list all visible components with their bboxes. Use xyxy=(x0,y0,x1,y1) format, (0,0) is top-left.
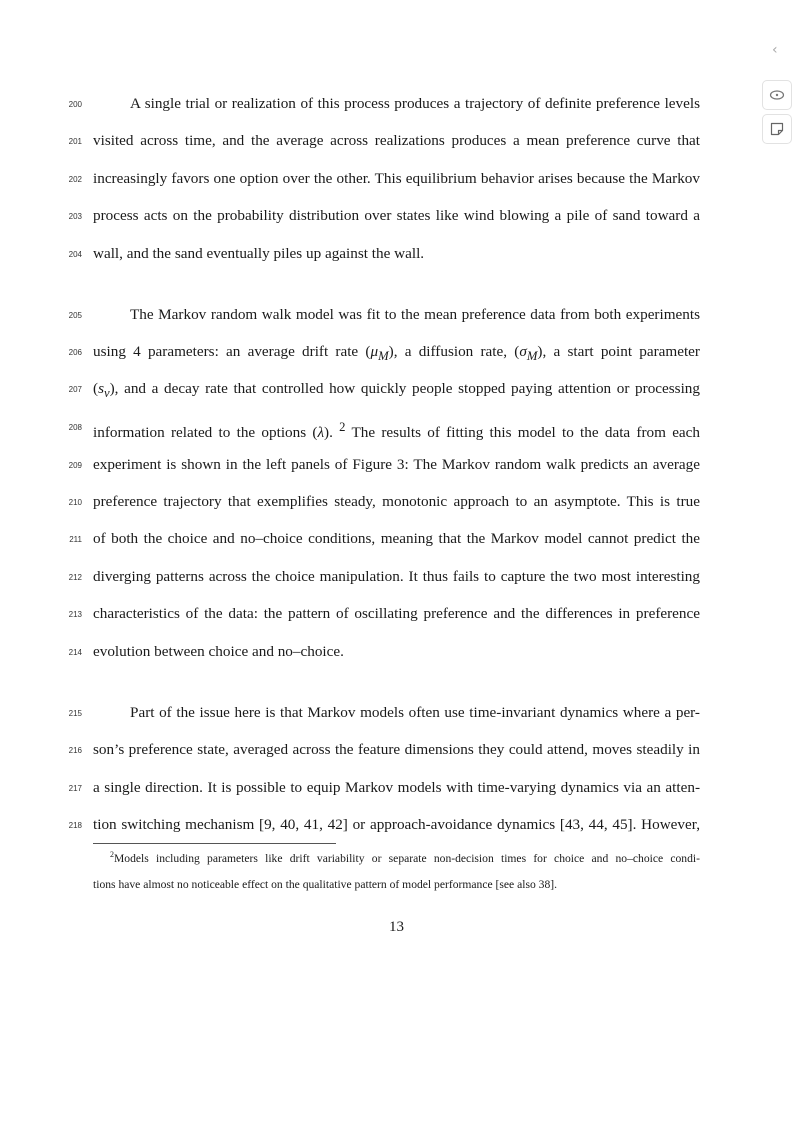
line-number: 210 xyxy=(68,498,82,507)
footnote-rule xyxy=(93,843,336,844)
footnote-mark: 2 xyxy=(110,850,114,859)
eye-icon xyxy=(769,89,785,101)
line-number: 200 xyxy=(68,100,82,109)
line-number: 208 xyxy=(68,423,82,432)
line-number: 207 xyxy=(68,385,82,394)
note-button[interactable] xyxy=(762,114,792,144)
line-number: 205 xyxy=(68,311,82,320)
text-line: wall, and the sand eventually piles up against the wall. xyxy=(93,245,425,262)
line-number: 209 xyxy=(68,461,82,470)
text-line: son’s preference state, averaged across the feature dimensions they could attend, moves steadily in xyxy=(93,741,700,758)
text-line: A single trial or realization of this process produces a trajectory of definite preference levels xyxy=(130,95,700,112)
text-line: process acts on the probability distribution over states like wind blowing a pile of sand toward a xyxy=(93,207,700,224)
line-number: 214 xyxy=(68,648,82,657)
sticky-note-icon xyxy=(770,122,784,136)
line-number: 201 xyxy=(68,137,82,146)
line-number: 217 xyxy=(68,784,82,793)
text-line: visited across time, and the average across realizations produces a mean preference curve that xyxy=(93,132,700,149)
text-line: using 4 parameters: an average drift rate $(\mu_M)$, a diffusion rate, $(\sigma_M)$, a start point parameter xyxy=(93,343,700,364)
text-line: tion switching mechanism [9, 40, 41, 42] or approach-avoidance dynamics [43, 44, 45]. However, xyxy=(93,816,700,833)
line-number: 212 xyxy=(68,573,82,582)
line-number: 206 xyxy=(68,348,82,357)
page-number: 13 xyxy=(389,919,404,935)
footnote-line: tions have almost no noticeable effect on the qualitative pattern of model performance [see also 38]. xyxy=(93,878,558,891)
text-line: $(s_v)$, and a decay rate that controlled how quickly people stopped paying attention or processing xyxy=(93,380,700,401)
text-line: a single direction. It is possible to equip Markov models with time-varying dynamics via an atten- xyxy=(93,779,700,796)
text-line: of both the choice and no–choice conditions, meaning that the Markov model cannot predict the xyxy=(93,530,700,547)
line-number: 211 xyxy=(69,535,82,544)
line-number: 204 xyxy=(68,250,82,259)
line-number: 216 xyxy=(68,746,82,755)
text-line: preference trajectory that exemplifies steady, monotonic approach to an asymptote. This is true xyxy=(93,493,700,510)
math-lambda: λ xyxy=(317,424,325,442)
line-number: 203 xyxy=(68,212,82,221)
collapse-sidebar-icon[interactable]: ‹ xyxy=(772,42,778,58)
line-number: 202 xyxy=(68,175,82,184)
text-line: characteristics of the data: the pattern of oscillating preference and the differences in preference xyxy=(93,605,700,622)
text-line: diverging patterns across the choice manipulation. It thus fails to capture the two most interesting xyxy=(93,568,700,585)
line-number: 215 xyxy=(68,709,82,718)
line-number: 213 xyxy=(68,610,82,619)
footnote-ref[interactable]: 2 xyxy=(339,420,346,434)
math-s: s xyxy=(98,380,104,397)
math-sigma: σ xyxy=(519,343,527,360)
text-line: Part of the issue here is that Markov models often use time-invariant dynamics where a per- xyxy=(130,704,700,721)
footnote-line: $^2$Models including parameters like drift variability or separate non-decision times for choice and no–choice condi- xyxy=(110,850,700,865)
text-line: information related to the options (λ). $^2$ The results of fitting this model to the data from each xyxy=(93,420,701,442)
line-number: 218 xyxy=(68,821,82,830)
text-line: experiment is shown in the left panels of Figure 3: The Markov random walk predicts an average xyxy=(93,456,700,473)
view-button[interactable] xyxy=(762,80,792,110)
math-mu: μ xyxy=(370,343,379,360)
text-line: The Markov random walk model was fit to the mean preference data from both experiments xyxy=(130,306,700,323)
text-line: evolution between choice and no–choice. xyxy=(93,643,344,660)
text-line: increasingly favors one option over the other. This equilibrium behavior arises because the Markov xyxy=(93,170,700,187)
